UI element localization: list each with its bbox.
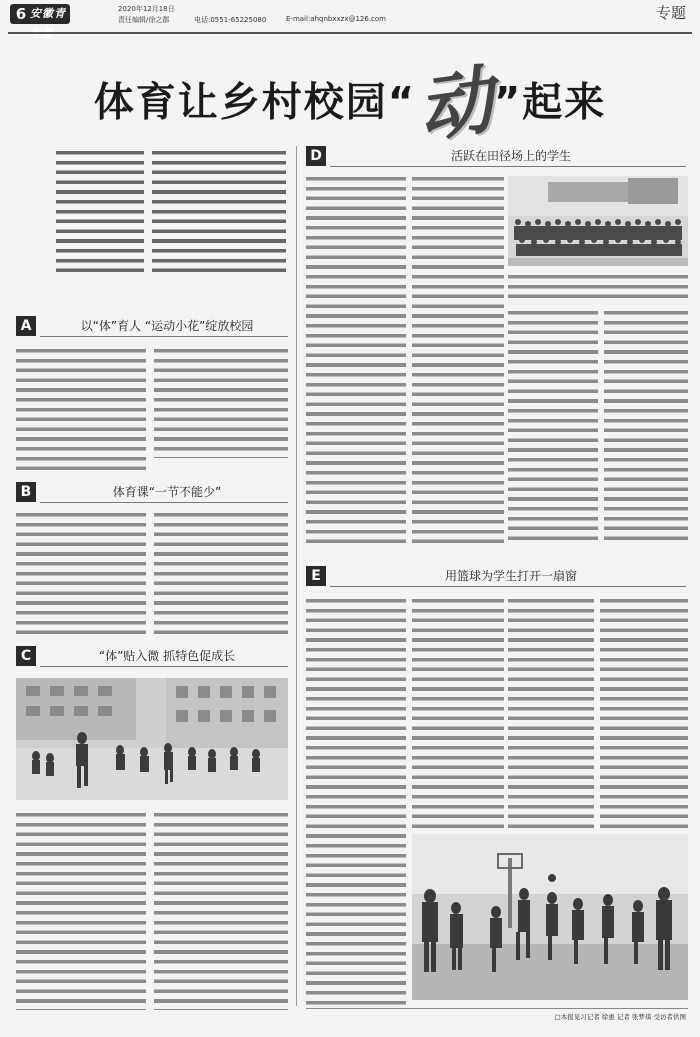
paper-name: 安徽青年报	[30, 7, 66, 40]
photo-basketball-game	[412, 834, 688, 1000]
headline-prefix: 体育让乡村校园“	[93, 79, 416, 126]
section-e-heading	[306, 566, 686, 588]
contact-email: E-mail:ahqnbxxzx@126.com	[286, 15, 386, 23]
section-a-text-col2	[154, 346, 288, 458]
page-header	[0, 0, 700, 40]
section-a-title: 以“体”育人 “运动小花”绽放校园	[80, 319, 254, 333]
headline-suffix: ”起来	[494, 79, 607, 126]
section-b-text-col2	[154, 510, 288, 634]
section-c-text-col2	[154, 810, 288, 1010]
section-d-text-col3a	[508, 272, 688, 302]
section-e-text-col1	[306, 596, 406, 1006]
section-b-text-col1	[16, 510, 146, 634]
section-b-heading	[16, 482, 288, 504]
headline-emphasis: 动	[413, 57, 499, 153]
section-a-heading	[16, 316, 288, 338]
section-c-text-col1	[16, 810, 146, 1010]
issue-date: 2020年12月18日	[118, 5, 175, 13]
section-a-text-col1	[16, 346, 146, 470]
editor-credit: 责任编辑/徐之郡	[118, 16, 170, 24]
column-divider	[296, 146, 297, 1006]
page-number: 6	[15, 5, 27, 23]
intro-text-col1	[56, 148, 144, 278]
section-e-letter: E	[306, 566, 326, 586]
header-rule	[8, 32, 692, 34]
section-e-title: 用篮球为学生打开一扇窗	[444, 569, 577, 583]
headline	[0, 46, 700, 153]
section-d-text-col1	[306, 174, 406, 544]
page-badge	[10, 4, 70, 40]
footer-rule	[306, 1008, 688, 1009]
section-d-title: 活跃在田径场上的学生	[450, 149, 571, 163]
section-b-title: 体育课“一节不能少”	[112, 485, 222, 499]
section-d-text-col2	[412, 174, 504, 544]
photo-courtyard-running	[16, 678, 288, 800]
section-d-heading	[306, 146, 686, 168]
section-a-letter: A	[16, 316, 36, 336]
contact-phone: 电话:0551-65225080	[194, 16, 267, 24]
section-d-text-col3	[508, 308, 598, 544]
photo-track-field-group	[508, 176, 688, 266]
section-d-letter: D	[306, 146, 326, 166]
section-label: 专题	[655, 4, 686, 22]
section-e-text-col4	[600, 596, 688, 828]
section-c-letter: C	[16, 646, 36, 666]
section-c-heading	[16, 646, 288, 668]
intro-text-col2	[152, 148, 286, 278]
section-b-letter: B	[16, 482, 36, 502]
section-e-text-col3	[508, 596, 594, 828]
section-d-text-col4	[604, 308, 688, 544]
section-c-title: “体”贴入微 抓特色促成长	[98, 649, 236, 663]
footer-credit: □本报见习记者 徐惠 记者 张梦琪 受访者供图	[554, 1013, 686, 1021]
section-e-text-col2	[412, 596, 504, 828]
